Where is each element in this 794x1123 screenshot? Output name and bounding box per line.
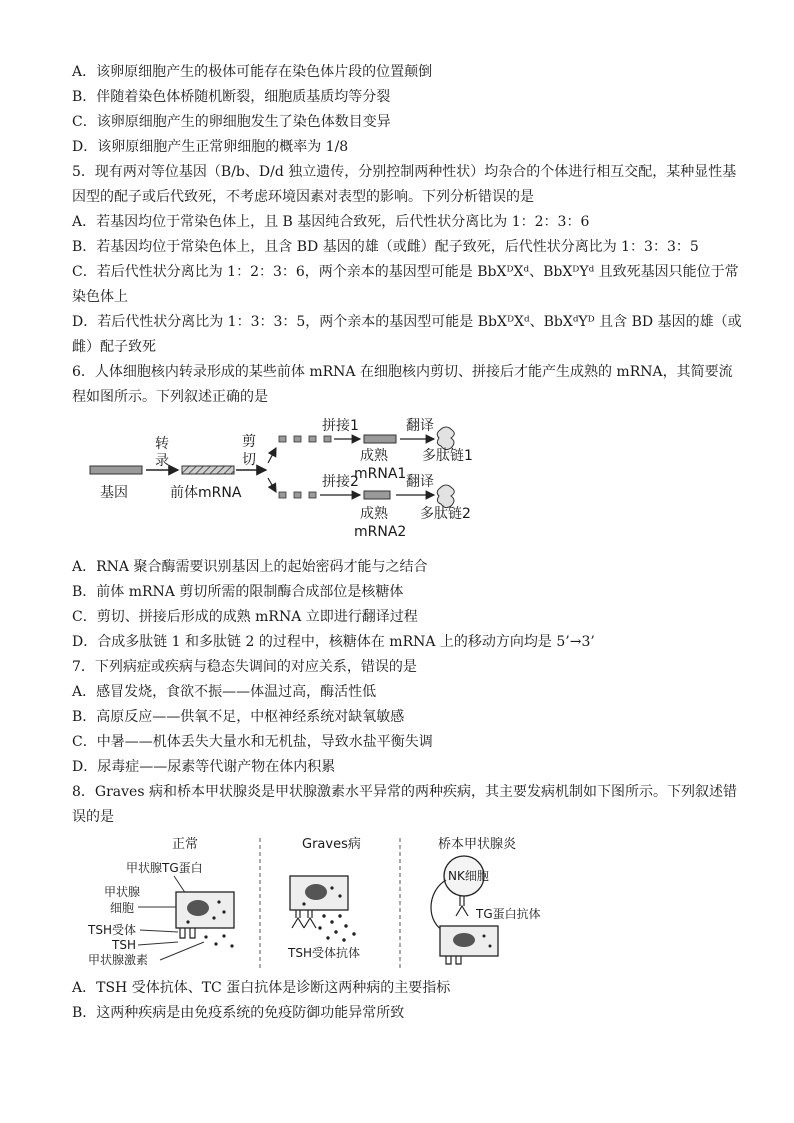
- mrna1-label: mRNA1: [354, 466, 407, 482]
- hashimoto-title: 桥本甲状腺炎: [438, 837, 517, 852]
- fragment: [279, 492, 286, 498]
- translation1-label: 翻译: [406, 418, 434, 434]
- q4-option-c: C．该卵原细胞产生的卵细胞发生了染色体数目变异: [72, 114, 391, 130]
- tsh-receptor-antibodies: [292, 910, 316, 928]
- q7-option-c: C．中暑——机体丢失大量水和无机盐，导致水盐平衡失调: [72, 734, 433, 750]
- q8-option-a: A．TSH 受体抗体、TC 蛋白抗体是诊断这两种病的主要指标: [72, 980, 451, 996]
- q5-stem-line2: 因型的配子或后代致死，不考虑环境因素对表型的影响。下列分析错误的是: [72, 189, 534, 205]
- q7-stem: 7．下列病症或疾病与稳态失调间的对应关系，错误的是: [72, 659, 417, 675]
- q5-option-a: A．若基因均位于常染色体上，且 B 基因纯合致死，后代性状分离比为 1：2：3：6: [72, 214, 590, 230]
- q7-option-d: D．尿毒症——尿素等代谢产物在体内积累: [72, 759, 336, 775]
- splice1-label: 拼接1: [322, 418, 359, 434]
- thyroid-hormone-label: 甲状腺激素: [88, 953, 149, 967]
- transcription-label-1: 转: [155, 436, 169, 452]
- thyroid-cell-label-1: 甲状腺: [104, 885, 141, 899]
- mature-label-2: 成熟: [360, 506, 388, 522]
- fragment: [324, 436, 331, 442]
- tsh-receptors-normal: [180, 928, 195, 938]
- leader-line: [140, 930, 178, 932]
- q8-stem-line1: 8．Graves 病和桥本甲状腺炎是甲状腺激素水平异常的两种疾病，其主要发病机制如下图所示。下列叙述错: [72, 784, 737, 800]
- fragment: [294, 436, 301, 442]
- polypeptide2-shape: [437, 485, 454, 508]
- fragment: [309, 436, 316, 442]
- cutting-label-2: 切: [242, 452, 256, 468]
- polypeptide1-label: 多肽链1: [422, 448, 473, 464]
- splicing-figure: [70, 408, 500, 550]
- leader-line: [138, 942, 178, 945]
- nucleus: [453, 933, 475, 947]
- thyroid-figure: [74, 832, 584, 972]
- q5-option-d-line2: 雌）配子致死: [72, 339, 156, 355]
- fragment: [279, 436, 286, 442]
- tsh-label: TSH: [112, 938, 136, 952]
- tg-antibody-label: TG蛋白抗体: [476, 907, 541, 921]
- cutting-label-1: 剪: [242, 434, 256, 450]
- fragments-top: [279, 436, 331, 442]
- translation2-label: 翻译: [406, 474, 434, 490]
- q6-option-b: B．前体 mRNA 剪切所需的限制酶合成部位是核糖体: [72, 584, 404, 600]
- tsh-receptor-antibody-label: TSH受体抗体: [288, 946, 360, 960]
- tsh-receptors-hashimoto: [446, 956, 461, 964]
- q5-stem-line1: 5．现有两对等位基因（B/b、D/d 独立遗传，分别控制两种性状）均杂合的个体进行相互交配，某种显性基: [72, 164, 737, 180]
- q6-stem-line2: 程如图所示。下列叙述正确的是: [72, 389, 268, 405]
- mature-label-1: 成熟: [360, 448, 388, 464]
- q5-option-c-line2: 染色体上: [72, 289, 128, 305]
- mature-mrna2-bar: [364, 491, 390, 499]
- q6-stem-line1: 6．人体细胞核内转录形成的某些前体 mRNA 在细胞核内剪切、拼接后才能产生成熟的 mRNA，其简要流: [72, 364, 733, 380]
- transcription-label-2: 录: [155, 453, 169, 469]
- nucleus: [305, 884, 327, 900]
- fragment: [309, 492, 316, 498]
- pre-mrna-bar: [182, 466, 234, 474]
- pre-mrna-label: 前体mRNA: [170, 485, 242, 501]
- q4-option-d: D．该卵原细胞产生正常卵细胞的概率为 1/8: [72, 139, 349, 155]
- tsh-receptor-label: TSH受体: [88, 923, 136, 937]
- leader-line: [174, 876, 186, 894]
- normal-title: 正常: [172, 837, 199, 852]
- polypeptide2-label: 多肽链2: [420, 506, 471, 522]
- q4-option-b: B．伴随着染色体桥随机断裂，细胞质基质均等分裂: [72, 89, 391, 105]
- nucleus: [187, 900, 209, 916]
- q5-option-d-line1: D．若后代性状分离比为 1：3：3：5，两个亲本的基因型可能是 BbXᴰXᵈ、BbXᵈYᴰ 且含 BD 基因的雄（或: [72, 314, 742, 330]
- q7-option-a: A．感冒发烧，食欲不振——体温过高，酶活性低: [72, 684, 377, 700]
- tg-protein-label: 甲状腺TG蛋白: [126, 861, 203, 875]
- q5-option-c-line1: C．若后代性状分离比为 1：2：3：6，两个亲本的基因型可能是 BbXᴰXᵈ、BbXᴰYᵈ 且致死基因只能位于常: [72, 264, 739, 280]
- attack-arrow: [431, 880, 446, 932]
- mature-mrna1-bar: [364, 435, 396, 443]
- fragment: [294, 492, 301, 498]
- gene-bar: [90, 466, 142, 474]
- mrna2-label: mRNA2: [354, 524, 407, 540]
- q6-option-c: C．剪切、拼接后形成的成熟 mRNA 立即进行翻译过程: [72, 609, 418, 625]
- thyroid-cell-label-2: 细胞: [110, 901, 135, 915]
- q8-stem-line2: 误的是: [72, 809, 114, 825]
- q6-option-d: D．合成多肽链 1 和多肽链 2 的过程中，核糖体在 mRNA 上的移动方向均是 5’→3’: [72, 634, 595, 650]
- nk-cell-label: NK细胞: [448, 869, 489, 883]
- fragments-bottom: [279, 492, 316, 498]
- q5-option-b: B．若基因均位于常染色体上，且含 BD 基因的雄（或雌）配子致死，后代性状分离比为 1：3：3：5: [72, 239, 699, 255]
- gene-label: 基因: [100, 485, 128, 501]
- q6-option-a: A．RNA 聚合酶需要识别基因上的起始密码才能与之结合: [72, 559, 428, 575]
- q4-option-a: A．该卵原细胞产生的极体可能存在染色体片段的位置颠倒: [72, 64, 433, 80]
- branch-arrow-bottom: [268, 478, 276, 492]
- q7-option-b: B．高原反应——供氧不足，中枢神经系统对缺氧敏感: [72, 709, 405, 725]
- leader-line: [160, 942, 204, 960]
- polypeptide1-shape: [437, 427, 454, 450]
- splice2-label: 拼接2: [322, 474, 359, 490]
- branch-arrow-top: [268, 448, 276, 463]
- graves-title: Graves病: [302, 837, 361, 852]
- tg-antibody: [456, 896, 468, 916]
- q8-option-b: B．这两种疾病是由免疫系统的免疫防御功能异常所致: [72, 1005, 405, 1021]
